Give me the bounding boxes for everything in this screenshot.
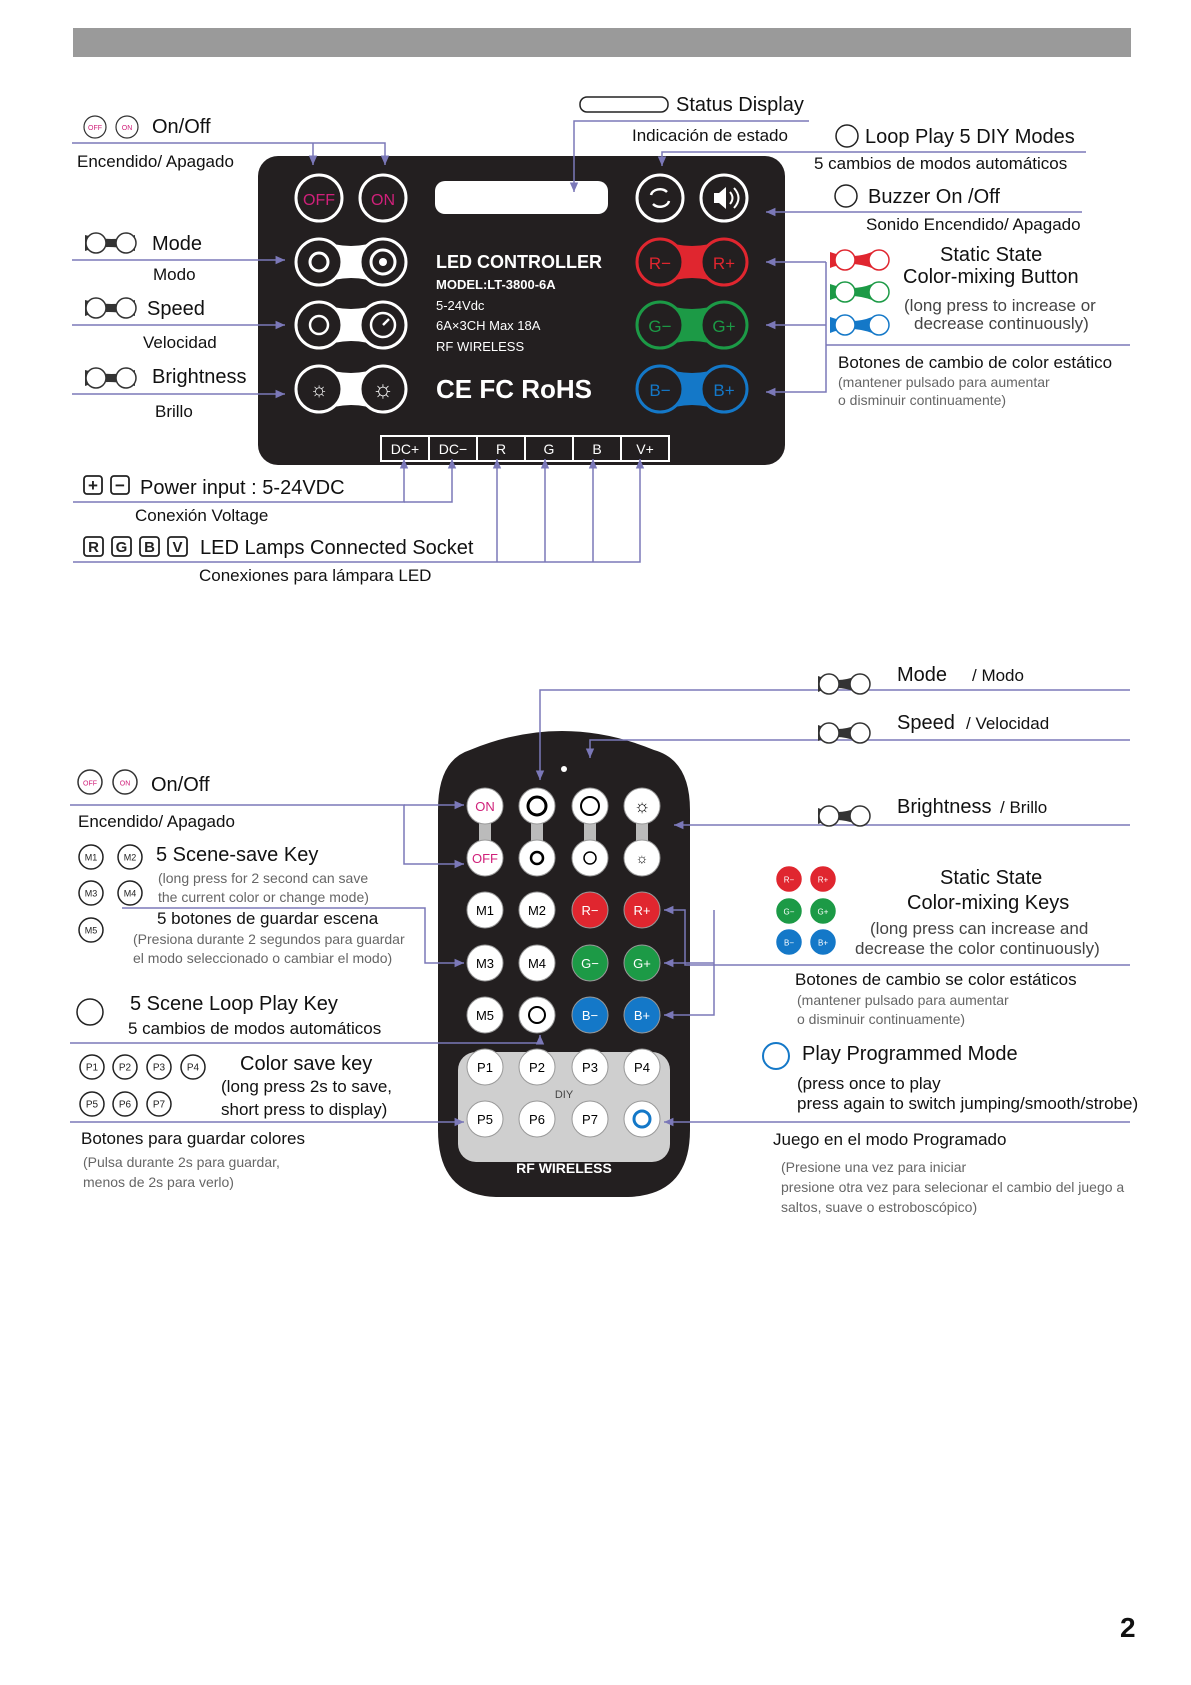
legend-gminus-label: G− (783, 907, 795, 917)
r-colorsave-es: Botones para guardar colores (81, 1129, 305, 1148)
loop-legend-icon (836, 125, 858, 147)
r-colorsave-es-1: (Pulsa durante 2s para guardar, (83, 1154, 280, 1170)
svg-text:6A×3CH Max 18A: 6A×3CH Max 18A (436, 318, 541, 333)
r-prog-en-2: press again to switch jumping/smooth/strobe) (797, 1094, 1139, 1113)
r-prog-en-1: (press once to play (797, 1074, 941, 1093)
buzzer-legend-icon (835, 185, 857, 207)
ctrl-off-label: OFF (303, 192, 335, 209)
legend-rplus-label: R+ (817, 875, 829, 885)
remote-m1-key-label: M1 (475, 903, 495, 918)
svg-text:MODEL:LT-3800-6A: MODEL:LT-3800-6A (436, 277, 556, 292)
legend-m4-label: M4 (123, 888, 137, 899)
legend-on-label: ON (119, 780, 131, 788)
loop-key-legend-icon (77, 999, 103, 1025)
legend-bplus-label: B+ (817, 938, 829, 948)
terminal-block (381, 436, 669, 461)
terminal-5: V+ (636, 441, 654, 457)
remote-mode-down-key (519, 840, 555, 876)
socket-key-R: R (88, 539, 99, 556)
legend-p1-label: P1 (85, 1062, 99, 1074)
svg-text:G+: G+ (712, 317, 736, 336)
legend-p6-label: P6 (118, 1099, 132, 1111)
r-speed-label: Speed (897, 712, 955, 734)
power-input-es: Conexión Voltage (135, 506, 269, 525)
r-prog-es-3: saltos, suave o estroboscópico) (781, 1199, 978, 1215)
terminal-2: R (495, 441, 507, 457)
r-scene-es-1: (Presiona durante 2 segundos para guardar (133, 931, 405, 947)
socket-key-V: V (172, 539, 183, 556)
power-key-0: + (88, 476, 98, 495)
remote-m5-key-label: M5 (475, 1008, 495, 1023)
terminal-0: DC+ (390, 441, 420, 457)
terminal-3: G (543, 441, 555, 457)
r-onoff-label: On/Off (151, 774, 210, 796)
r-static-es-1: Botones de cambio se color estáticos (795, 970, 1077, 989)
svg-text:B−: B− (649, 381, 671, 400)
r-static-en-1: Static State (940, 867, 1043, 889)
remote-p5-key-label: P5 (477, 1112, 493, 1127)
bright-down-icon: ☼ (635, 850, 649, 866)
power-input-label: Power input : 5-24VDC (140, 477, 345, 499)
r-static-en-3: (long press can increase and (870, 919, 1089, 938)
r-scene-en-2: the current color or change mode) (158, 889, 369, 905)
bright-up-icon: ☼ (633, 796, 651, 816)
r-prog-es-2: presione otra vez para selecionar el cambio del juego a (781, 1179, 1125, 1195)
r-loop-es: 5 cambios de modos automáticos (128, 1019, 382, 1038)
legend-m2-label: M2 (123, 852, 137, 863)
r-brightness-label: Brightness (897, 796, 992, 818)
ctrl-static-en-1: Static State (940, 244, 1043, 266)
loop-label: Loop Play 5 DIY Modes (865, 126, 1075, 148)
remote-p3-key-label: P3 (582, 1060, 598, 1075)
remote-p4-key-label: P4 (634, 1060, 650, 1075)
legend-m3-label: M3 (84, 888, 98, 899)
r-scene-es: 5 botones de guardar escena (157, 909, 379, 928)
ctrl-static-en-3: (long press to increase or (904, 296, 1096, 315)
play-programmed-legend-icon (763, 1043, 789, 1069)
remote-bminus-key-label: B− (581, 1008, 599, 1023)
ctrl-speed-label: Speed (147, 298, 205, 320)
socket-key-B: B (144, 539, 155, 556)
lamps-socket-es: Conexiones para lámpara LED (199, 566, 432, 585)
buzzer-label: Buzzer On /Off (868, 186, 1000, 208)
status-display-es: Indicación de estado (632, 126, 788, 145)
remote-p6-key-label: P6 (529, 1112, 545, 1127)
r-scene-es-2: el modo seleccionado o cambiar el modo) (133, 950, 393, 966)
svg-text:RF WIRELESS: RF WIRELESS (436, 339, 525, 354)
remote-play-key (624, 1101, 660, 1137)
r-static-en-4: decrease the color continuously) (855, 939, 1100, 958)
legend-p2-label: P2 (118, 1062, 132, 1074)
remote-rf-label: RF WIRELESS (516, 1160, 612, 1176)
legend-p4-label: P4 (186, 1062, 200, 1074)
remote-rplus-key-label: R+ (633, 903, 651, 918)
ctrl-bright-up-icon: ☼ (372, 376, 394, 403)
buzzer-es: Sonido Encendido/ Apagado (866, 215, 1081, 234)
legend-p7-label: P7 (152, 1099, 166, 1111)
legend-m5-label: M5 (84, 925, 98, 936)
page-number: 2 (1120, 1612, 1136, 1643)
r-scene-en-1: (long press for 2 second can save (158, 870, 369, 886)
status-display-window (435, 181, 608, 214)
ctrl-bright-down-icon: ☼ (309, 379, 329, 401)
ctrl-static-es-1: Botones de cambio de color estático (838, 353, 1113, 372)
r-mode-label: Mode (897, 664, 948, 686)
r-static-es-3: o disminuir continuamente) (797, 1011, 966, 1027)
ctrl-mode-label: Mode (152, 233, 203, 255)
legend-p5-label: P5 (85, 1099, 99, 1111)
r-scene-label: 5 Scene-save Key (156, 844, 319, 866)
svg-text:G−: G− (648, 317, 672, 336)
r-colorsave-en-1: (long press 2s to save, (221, 1077, 393, 1096)
ctrl-brightness-es: Brillo (155, 402, 193, 421)
remote-mode-up-key (519, 788, 555, 824)
lamps-socket-label: LED Lamps Connected Socket (200, 537, 474, 559)
remote-speed-up-key (572, 788, 608, 824)
remote-p2-key-label: P2 (529, 1060, 545, 1075)
cert-marks: CE FC RoHS (436, 374, 592, 404)
remote-m4-key-label: M4 (527, 956, 547, 971)
remote-speed-down-key (572, 840, 608, 876)
remote-p7-key-label: P7 (582, 1112, 598, 1127)
socket-key-G: G (115, 539, 128, 556)
r-colorsave-es-2: menos de 2s para verlo) (83, 1174, 234, 1190)
ctrl-onoff-es: Encendido/ Apagado (77, 152, 234, 171)
ctrl-mode-es: Modo (153, 265, 196, 284)
remote-off-key-label: OFF (472, 851, 498, 866)
r-prog-es: Juego en el modo Programado (773, 1130, 1007, 1149)
remote-on-key-label: ON (475, 799, 495, 814)
legend-m1-label: M1 (84, 852, 98, 863)
diy-label: DIY (554, 1089, 574, 1101)
r-brightness-es: / Brillo (1000, 798, 1048, 817)
remote-p1-key-label: P1 (477, 1060, 493, 1075)
remote-loop-key (519, 997, 555, 1033)
svg-text:R−: R− (648, 254, 672, 273)
loop-es: 5 cambios de modos automáticos (814, 154, 1068, 173)
ctrl-static-es-2: (mantener pulsado para aumentar (838, 374, 1050, 390)
svg-text:R+: R+ (712, 254, 736, 273)
legend-gplus-label: G+ (817, 907, 829, 917)
ctrl-title: LED CONTROLLER (436, 252, 602, 272)
ctrl-onoff-label: On/Off (152, 116, 211, 138)
svg-text:B+: B+ (713, 381, 735, 400)
legend-rminus-label: R− (783, 875, 795, 885)
remote-rminus-key-label: R− (581, 903, 599, 918)
r-static-es-2: (mantener pulsado para aumentar (797, 992, 1009, 1008)
ctrl-on-label: ON (371, 192, 395, 209)
remote-bplus-key-label: B+ (633, 1008, 651, 1023)
status-display-label: Status Display (676, 94, 804, 116)
terminal-1: DC− (438, 441, 468, 457)
status-display-icon (580, 97, 668, 112)
r-speed-es: / Velocidad (966, 714, 1050, 733)
terminal-4: B (592, 441, 602, 457)
remote-m3-key-label: M3 (475, 956, 495, 971)
r-loop-label: 5 Scene Loop Play Key (130, 993, 338, 1015)
ctrl-static-en-4: decrease continuously) (914, 314, 1089, 333)
r-static-en-2: Color-mixing Keys (907, 892, 1070, 914)
svg-text:5-24Vdc: 5-24Vdc (436, 298, 485, 313)
ctrl-static-es-3: o disminuir continuamente) (838, 392, 1007, 408)
r-colorsave-label: Color save key (240, 1053, 373, 1075)
ctrl-static-en-2: Color-mixing Button (903, 266, 1079, 288)
r-prog-label: Play Programmed Mode (802, 1043, 1018, 1065)
r-colorsave-en-2: short press to display) (221, 1100, 388, 1119)
ctrl-brightness-label: Brightness (152, 366, 247, 388)
remote-gminus-key-label: G− (581, 956, 599, 971)
remote-m2-key-label: M2 (527, 903, 547, 918)
r-prog-es-1: (Presione una vez para iniciar (781, 1159, 967, 1175)
remote-gplus-key-label: G+ (633, 956, 651, 971)
r-onoff-es: Encendido/ Apagado (78, 812, 235, 831)
legend-p3-label: P3 (152, 1062, 166, 1074)
power-key-1: − (115, 476, 125, 495)
legend-off-label: OFF (83, 780, 97, 788)
legend-bminus-label: B− (783, 938, 795, 948)
svg-text:OFF: OFF (88, 125, 102, 132)
r-mode-es: / Modo (972, 666, 1024, 685)
ctrl-speed-es: Velocidad (143, 333, 217, 352)
svg-text:ON: ON (121, 125, 133, 132)
